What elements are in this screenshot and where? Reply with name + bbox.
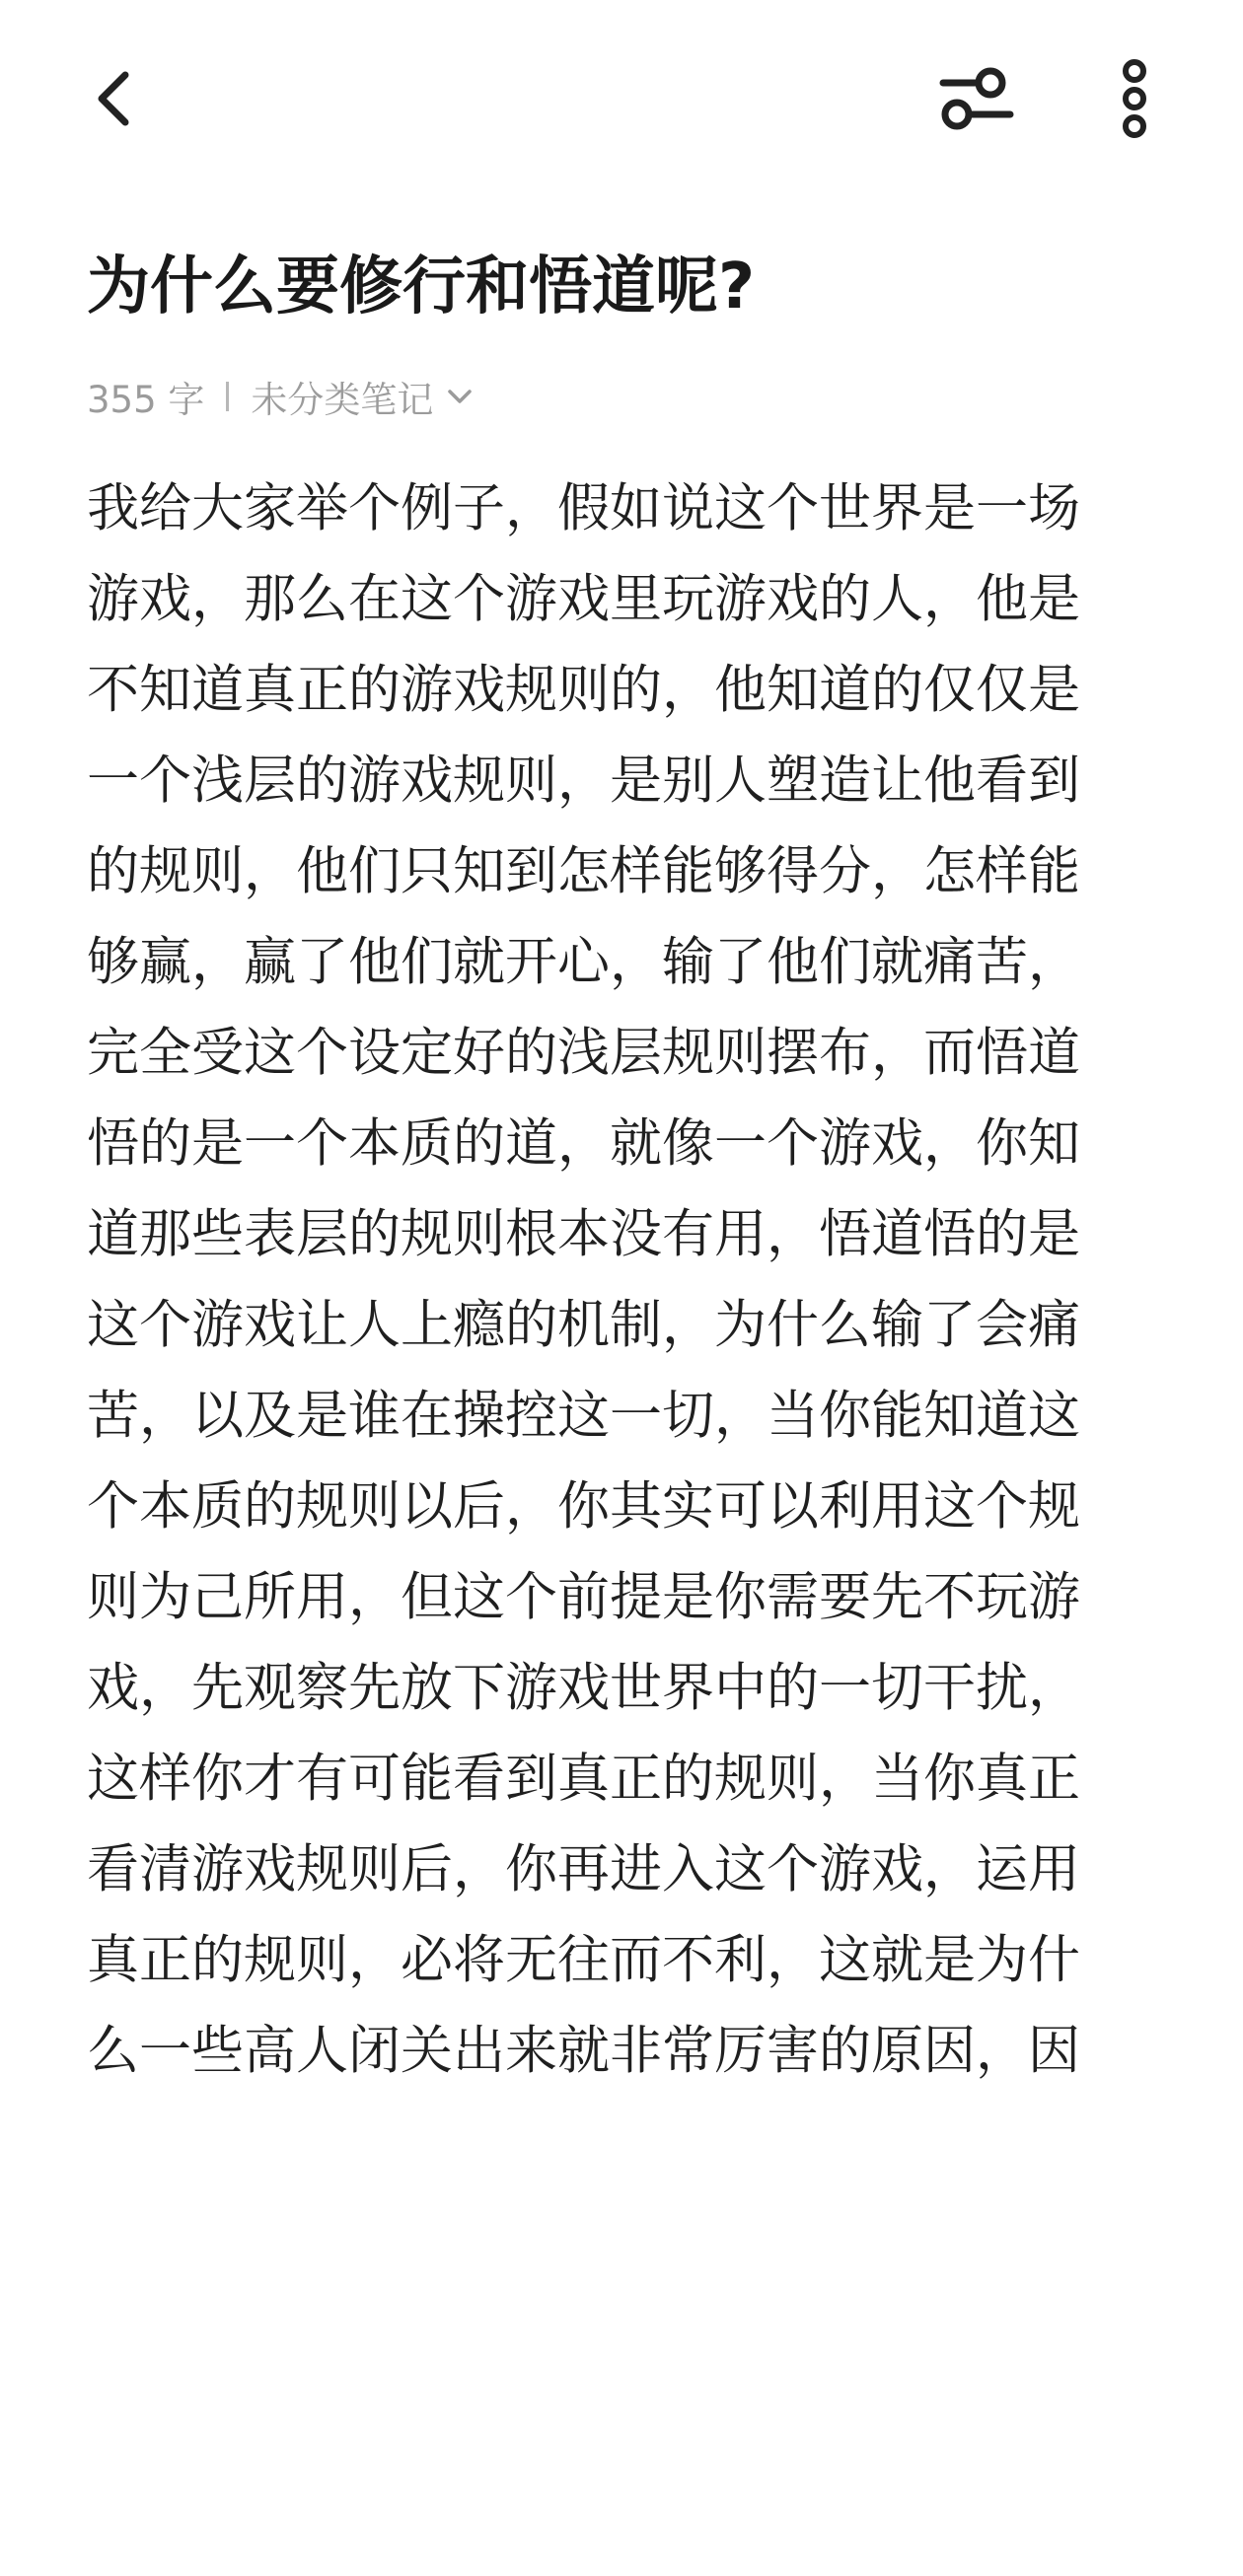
- note-body[interactable]: [87, 464, 1162, 2097]
- body-line: 则为己所用，但这个前提是你需要先不玩游: [87, 1567, 1080, 1627]
- vertical-dots-icon: [1115, 59, 1154, 138]
- body-line: 看清游戏规则后，你再进入这个游戏，运用: [87, 1839, 1080, 1899]
- filter-button[interactable]: [927, 49, 1026, 148]
- category-label: 未分类笔记: [251, 379, 434, 421]
- body-line: 戏，先观察先放下游戏世界中的一切干扰，: [87, 1658, 1080, 1718]
- body-line: 完全受这个设定好的浅层规则摆布，而悟道: [87, 1023, 1080, 1083]
- body-line: 苦，以及是谁在操控这一切，当你能知道这: [87, 1386, 1080, 1446]
- body-line: 道那些表层的规则根本没有用，悟道悟的是: [87, 1204, 1080, 1264]
- more-options-button[interactable]: [1095, 49, 1174, 148]
- note-meta: [87, 367, 475, 426]
- body-line: 悟的是一个本质的道，就像一个游戏，你知: [87, 1113, 1080, 1174]
- body-line: 一个浅层的游戏规则，是别人塑造让他看到: [87, 751, 1080, 811]
- body-line: 么一些高人闭关出来就非常厉害的原因，因: [87, 2021, 1080, 2081]
- body-line: 真正的规则，必将无往而不利，这就是为什: [87, 1930, 1080, 1990]
- body-line: 个本质的规则以后，你其实可以利用这个规: [87, 1476, 1080, 1537]
- body-line: 游戏，那么在这个游戏里玩游戏的人，他是: [87, 569, 1080, 629]
- chevron-left-icon: [94, 69, 133, 128]
- top-toolbar: [0, 0, 1243, 197]
- chevron-down-icon: [445, 385, 475, 408]
- sliders-icon: [937, 63, 1016, 134]
- body-line: 够赢，赢了他们就开心，输了他们就痛苦，: [87, 932, 1080, 992]
- body-line: 的规则，他们只知到怎样能够得分，怎样能: [87, 841, 1080, 901]
- body-line: 这样你才有可能看到真正的规则，当你真正: [87, 1749, 1080, 1809]
- meta-divider: [226, 382, 229, 411]
- note-title[interactable]: 为什么要修行和悟道呢?: [87, 250, 756, 323]
- body-line: 这个游戏让人上瘾的机制，为什么输了会痛: [87, 1295, 1080, 1355]
- category-selector[interactable]: [251, 370, 475, 423]
- body-line: 我给大家举个例子，假如说这个世界是一场: [87, 478, 1080, 538]
- back-button[interactable]: [69, 49, 158, 148]
- body-line: 不知道真正的游戏规则的，他知道的仅仅是: [87, 660, 1080, 720]
- word-count: 355 字: [87, 379, 205, 421]
